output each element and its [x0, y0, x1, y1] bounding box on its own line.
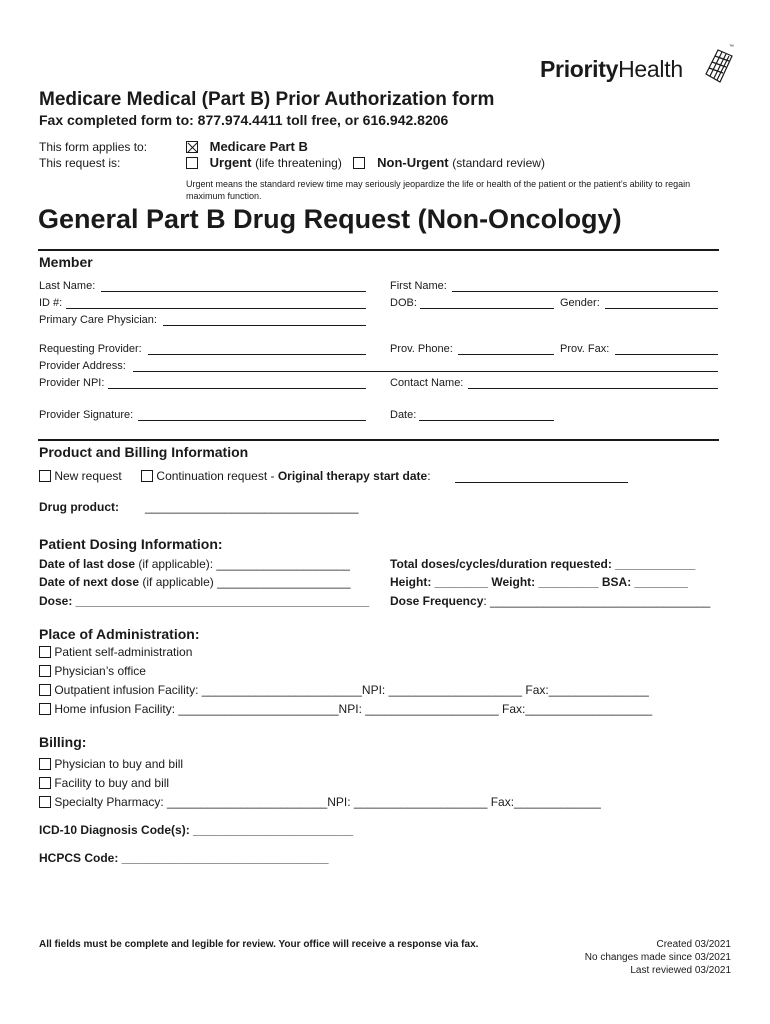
physician-office-label: Physician’s office	[54, 664, 146, 678]
self-admin-checkbox[interactable]	[39, 646, 51, 658]
next-dose-row[interactable]	[39, 575, 351, 589]
logo-text-regular: Health	[618, 56, 683, 82]
last-name-label: Last Name:	[39, 280, 96, 292]
physician-office-checkbox[interactable]	[39, 665, 51, 677]
facility-buy-bill-label: Facility to buy and bill	[54, 776, 170, 790]
prov-phone-label: Prov. Phone:	[390, 343, 453, 355]
specialty-pharmacy-field[interactable]: Specialty Pharmacy: ________________________NPI: ____________________ Fax:_____________	[54, 795, 601, 809]
dosing-heading: Patient Dosing Information:	[39, 536, 223, 552]
prov-phone-field[interactable]	[458, 354, 554, 355]
provider-signature-field[interactable]	[138, 420, 366, 421]
urgency-options	[186, 155, 545, 170]
title-divider	[38, 249, 719, 251]
hcpcs-field[interactable]: HCPCS Code: _______________________________	[39, 851, 329, 865]
member-heading: Member	[39, 254, 93, 270]
date-field[interactable]	[419, 420, 554, 421]
request-label: This request is:	[39, 156, 121, 170]
prov-fax-field[interactable]	[615, 354, 718, 355]
pcp-label: Primary Care Physician:	[39, 314, 157, 326]
contact-name-field[interactable]	[468, 388, 718, 389]
home-infusion-checkbox[interactable]	[39, 703, 51, 715]
dose-field[interactable]: Dose: ____________________________________________	[39, 594, 370, 608]
physician-buy-bill-checkbox[interactable]	[39, 758, 51, 770]
next-dose-label: Date of next dose	[39, 575, 140, 589]
admin-option-self	[39, 645, 192, 659]
gender-label: Gender:	[560, 297, 600, 309]
medicare-part-b-label: Medicare Part B	[209, 139, 308, 154]
gender-field[interactable]	[605, 308, 718, 309]
provider-address-field[interactable]	[133, 371, 718, 372]
last-reviewed-date: Last reviewed 03/2021	[630, 965, 731, 976]
dose-frequency-field: : _________________________________	[483, 594, 711, 608]
footer-note: All fields must be complete and legible for review. Your office will receive a response via fax.	[39, 939, 479, 950]
new-request-label: New request	[54, 469, 122, 483]
billing-option-facility	[39, 776, 169, 790]
logo-grid-icon	[704, 46, 734, 86]
non-urgent-checkbox[interactable]	[353, 157, 365, 169]
contact-name-label: Contact Name:	[390, 377, 464, 389]
facility-buy-bill-checkbox[interactable]	[39, 777, 51, 789]
applies-label: This form applies to:	[39, 140, 148, 154]
continuation-checkbox[interactable]	[141, 470, 153, 482]
logo-trademark: ™	[729, 44, 734, 50]
fax-instructions: Fax completed form to: 877.974.4411 toll free, or 616.942.8206	[39, 112, 449, 128]
physician-buy-bill-label: Physician to buy and bill	[54, 757, 184, 771]
id-field[interactable]	[66, 308, 366, 309]
billing-option-physician	[39, 757, 183, 771]
non-urgent-note: (standard review)	[452, 156, 545, 170]
form-header-title: Medicare Medical (Part B) Prior Authorization form	[39, 89, 495, 110]
provider-signature-label: Provider Signature:	[39, 409, 134, 421]
urgent-checkbox[interactable]	[186, 157, 198, 169]
medicare-part-b-option	[186, 139, 308, 154]
original-start-date-field[interactable]	[455, 482, 628, 483]
billing-option-specialty	[39, 795, 601, 809]
non-urgent-label: Non-Urgent	[377, 155, 449, 170]
last-dose-row[interactable]	[39, 557, 350, 571]
outpatient-infusion-checkbox[interactable]	[39, 684, 51, 696]
drug-product-field[interactable]: ________________________________	[145, 500, 359, 514]
outpatient-infusion-field[interactable]: Outpatient infusion Facility: ________________________NPI: ____________________ Fax:_______________	[54, 683, 649, 697]
new-request-checkbox[interactable]	[39, 470, 51, 482]
home-infusion-field[interactable]: Home infusion Facility: ________________________NPI: ____________________ Fax:___________________	[54, 702, 653, 716]
request-type-row: New request Continuation request - Original therapy start date:	[39, 469, 431, 483]
created-date: Created 03/2021	[656, 939, 731, 950]
admin-option-home	[39, 702, 652, 716]
pcp-field[interactable]	[163, 325, 366, 326]
provider-address-label: Provider Address:	[39, 360, 126, 372]
continuation-label: Continuation request -	[156, 469, 278, 483]
priority-health-logo	[540, 46, 740, 86]
specialty-pharmacy-checkbox[interactable]	[39, 796, 51, 808]
admin-option-outpatient	[39, 683, 649, 697]
self-admin-label: Patient self-administration	[54, 645, 193, 659]
first-name-label: First Name:	[390, 280, 447, 292]
requesting-provider-label: Requesting Provider:	[39, 343, 142, 355]
id-label: ID #:	[39, 297, 63, 309]
provider-npi-field[interactable]	[108, 388, 366, 389]
requesting-provider-field[interactable]	[148, 354, 366, 355]
medicare-part-b-checkbox[interactable]	[186, 141, 198, 153]
date-label: Date:	[390, 409, 417, 421]
dose-frequency-row[interactable]	[390, 594, 710, 608]
no-changes-date: No changes made since 03/2021	[584, 952, 731, 963]
dob-field[interactable]	[420, 308, 554, 309]
form-title: General Part B Drug Request (Non-Oncology)	[38, 204, 622, 234]
original-start-date-label: Original therapy start date	[277, 469, 428, 483]
urgent-explanation: Urgent means the standard review time may seriously jeopardize the life or health of the patient or the patient’s ability to regain maximum function.	[186, 179, 691, 201]
last-dose-label: Date of last dose	[39, 557, 136, 571]
logo-text-bold: Priority	[540, 56, 619, 82]
product-billing-heading: Product and Billing Information	[39, 444, 249, 460]
admin-option-office	[39, 664, 146, 678]
dose-frequency-label: Dose Frequency	[390, 594, 484, 608]
height-weight-bsa-field[interactable]: Height: ________ Weight: _________ BSA: ________	[390, 575, 688, 589]
last-name-field[interactable]	[101, 291, 366, 292]
last-dose-field: (if applicable): ____________________	[135, 557, 350, 571]
icd10-field[interactable]: ICD-10 Diagnosis Code(s): ________________________	[39, 823, 354, 837]
administration-heading: Place of Administration:	[39, 626, 200, 642]
first-name-field[interactable]	[452, 291, 718, 292]
provider-npi-label: Provider NPI:	[39, 377, 105, 389]
revision-info	[585, 938, 731, 977]
urgent-note: (life threatening)	[255, 156, 342, 170]
billing-heading: Billing:	[39, 734, 87, 750]
member-divider	[38, 439, 719, 441]
urgent-label: Urgent	[209, 155, 252, 170]
prov-fax-label: Prov. Fax:	[560, 343, 610, 355]
next-dose-field: (if applicable) ____________________	[139, 575, 351, 589]
drug-product-label: Drug product:	[39, 500, 119, 514]
total-doses-field[interactable]: Total doses/cycles/duration requested: ____________	[390, 557, 696, 571]
dob-label: DOB:	[390, 297, 417, 309]
